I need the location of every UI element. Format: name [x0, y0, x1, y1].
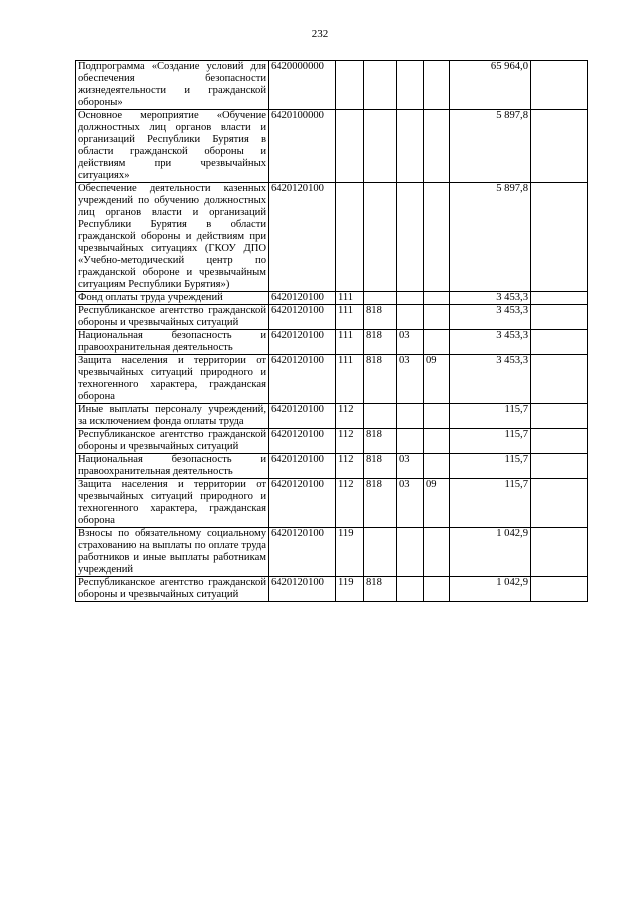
subsection-cell: 09	[424, 355, 450, 404]
administrator-code-cell	[364, 183, 397, 292]
extra-cell	[531, 454, 588, 479]
section-cell	[397, 528, 424, 577]
amount-cell: 3 453,3	[450, 355, 531, 404]
subsection-cell	[424, 330, 450, 355]
amount-cell: 1 042,9	[450, 577, 531, 602]
administrator-code-cell	[364, 528, 397, 577]
expense-type-cell: 112	[336, 454, 364, 479]
administrator-code-cell	[364, 292, 397, 305]
expense-type-cell: 112	[336, 429, 364, 454]
target-article-code-cell: 6420120100	[269, 429, 336, 454]
table-row	[76, 110, 588, 183]
extra-cell	[531, 355, 588, 404]
subsection-cell	[424, 305, 450, 330]
administrator-code-cell	[364, 61, 397, 110]
extra-cell	[531, 429, 588, 454]
target-article-code-cell: 6420000000	[269, 61, 336, 110]
expense-type-cell: 119	[336, 528, 364, 577]
subsection-cell	[424, 110, 450, 183]
section-cell	[397, 577, 424, 602]
administrator-code-cell: 818	[364, 305, 397, 330]
extra-cell	[531, 479, 588, 528]
administrator-code-cell: 818	[364, 429, 397, 454]
subsection-cell	[424, 183, 450, 292]
table-row	[76, 479, 588, 528]
section-cell	[397, 61, 424, 110]
amount-cell: 1 042,9	[450, 528, 531, 577]
row-name-cell: Взносы по обязательному социальному страхованию на выплаты по оплате труда работников и иные выплаты работникам учреждений	[76, 528, 269, 577]
table-row	[76, 528, 588, 577]
expense-type-cell: 111	[336, 292, 364, 305]
table-row	[76, 330, 588, 355]
target-article-code-cell: 6420120100	[269, 454, 336, 479]
amount-cell: 115,7	[450, 429, 531, 454]
table-row	[76, 404, 588, 429]
row-name-cell: Основное мероприятие «Обучение должностных лиц органов власти и организаций Республики Бурятия в области гражданской обороны и действиям при чрезвычайных ситуациях»	[76, 110, 269, 183]
row-name-cell: Подпрограмма «Создание условий для обеспечения безопасности жизнедеятельности и гражданской обороны»	[76, 61, 269, 110]
section-cell	[397, 404, 424, 429]
row-name-cell: Фонд оплаты труда учреждений	[76, 292, 269, 305]
expense-type-cell: 112	[336, 404, 364, 429]
section-cell	[397, 305, 424, 330]
expense-type-cell	[336, 183, 364, 292]
table-row	[76, 454, 588, 479]
subsection-cell	[424, 61, 450, 110]
extra-cell	[531, 577, 588, 602]
expense-type-cell	[336, 61, 364, 110]
extra-cell	[531, 330, 588, 355]
budget-table-body	[76, 61, 588, 602]
target-article-code-cell: 6420120100	[269, 305, 336, 330]
section-cell	[397, 183, 424, 292]
table-row	[76, 355, 588, 404]
subsection-cell	[424, 454, 450, 479]
administrator-code-cell: 818	[364, 454, 397, 479]
budget-table	[75, 60, 588, 602]
extra-cell	[531, 61, 588, 110]
extra-cell	[531, 110, 588, 183]
expense-type-cell: 112	[336, 479, 364, 528]
section-cell: 03	[397, 355, 424, 404]
row-name-cell: Защита населения и территории от чрезвычайных ситуаций природного и техногенного характера, гражданская оборона	[76, 479, 269, 528]
table-row	[76, 61, 588, 110]
row-name-cell: Республиканское агентство гражданской обороны и чрезвычайных ситуаций	[76, 577, 269, 602]
row-name-cell: Национальная безопасность и правоохранительная деятельность	[76, 454, 269, 479]
expense-type-cell	[336, 110, 364, 183]
section-cell	[397, 292, 424, 305]
target-article-code-cell: 6420120100	[269, 355, 336, 404]
administrator-code-cell: 818	[364, 355, 397, 404]
amount-cell: 115,7	[450, 404, 531, 429]
amount-cell: 65 964,0	[450, 61, 531, 110]
table-row	[76, 305, 588, 330]
subsection-cell	[424, 404, 450, 429]
subsection-cell	[424, 292, 450, 305]
administrator-code-cell: 818	[364, 577, 397, 602]
expense-type-cell: 111	[336, 305, 364, 330]
row-name-cell: Республиканское агентство гражданской обороны и чрезвычайных ситуаций	[76, 305, 269, 330]
extra-cell	[531, 404, 588, 429]
section-cell: 03	[397, 479, 424, 528]
row-name-cell: Национальная безопасность и правоохранительная деятельность	[76, 330, 269, 355]
subsection-cell: 09	[424, 479, 450, 528]
table-row	[76, 429, 588, 454]
section-cell	[397, 110, 424, 183]
target-article-code-cell: 6420120100	[269, 479, 336, 528]
target-article-code-cell: 6420120100	[269, 292, 336, 305]
extra-cell	[531, 292, 588, 305]
target-article-code-cell: 6420100000	[269, 110, 336, 183]
amount-cell: 5 897,8	[450, 110, 531, 183]
target-article-code-cell: 6420120100	[269, 528, 336, 577]
target-article-code-cell: 6420120100	[269, 577, 336, 602]
subsection-cell	[424, 528, 450, 577]
table-row	[76, 577, 588, 602]
section-cell	[397, 429, 424, 454]
target-article-code-cell: 6420120100	[269, 183, 336, 292]
amount-cell: 5 897,8	[450, 183, 531, 292]
table-row	[76, 183, 588, 292]
section-cell: 03	[397, 454, 424, 479]
amount-cell: 115,7	[450, 454, 531, 479]
expense-type-cell: 111	[336, 330, 364, 355]
table-row	[76, 292, 588, 305]
extra-cell	[531, 183, 588, 292]
expense-type-cell: 111	[336, 355, 364, 404]
row-name-cell: Республиканское агентство гражданской обороны и чрезвычайных ситуаций	[76, 429, 269, 454]
amount-cell: 3 453,3	[450, 292, 531, 305]
amount-cell: 3 453,3	[450, 305, 531, 330]
administrator-code-cell: 818	[364, 330, 397, 355]
extra-cell	[531, 305, 588, 330]
subsection-cell	[424, 429, 450, 454]
section-cell: 03	[397, 330, 424, 355]
subsection-cell	[424, 577, 450, 602]
amount-cell: 115,7	[450, 479, 531, 528]
target-article-code-cell: 6420120100	[269, 330, 336, 355]
row-name-cell: Защита населения и территории от чрезвычайных ситуаций природного и техногенного характера, гражданская оборона	[76, 355, 269, 404]
administrator-code-cell: 818	[364, 479, 397, 528]
administrator-code-cell	[364, 404, 397, 429]
expense-type-cell: 119	[336, 577, 364, 602]
page-number: 232	[311, 28, 329, 40]
administrator-code-cell	[364, 110, 397, 183]
row-name-cell: Иные выплаты персоналу учреждений, за исключением фонда оплаты труда	[76, 404, 269, 429]
row-name-cell: Обеспечение деятельности казенных учреждений по обучению должностных лиц органов власти и организаций Республики Бурятия в области гражданской обороны и действиям при чрезвычайных ситуациях (ГКОУ ДПО «Учебно-методический центр по гражданской обороне и чрезвычайным ситуациям Республики Бурятия»)	[76, 183, 269, 292]
amount-cell: 3 453,3	[450, 330, 531, 355]
extra-cell	[531, 528, 588, 577]
target-article-code-cell: 6420120100	[269, 404, 336, 429]
